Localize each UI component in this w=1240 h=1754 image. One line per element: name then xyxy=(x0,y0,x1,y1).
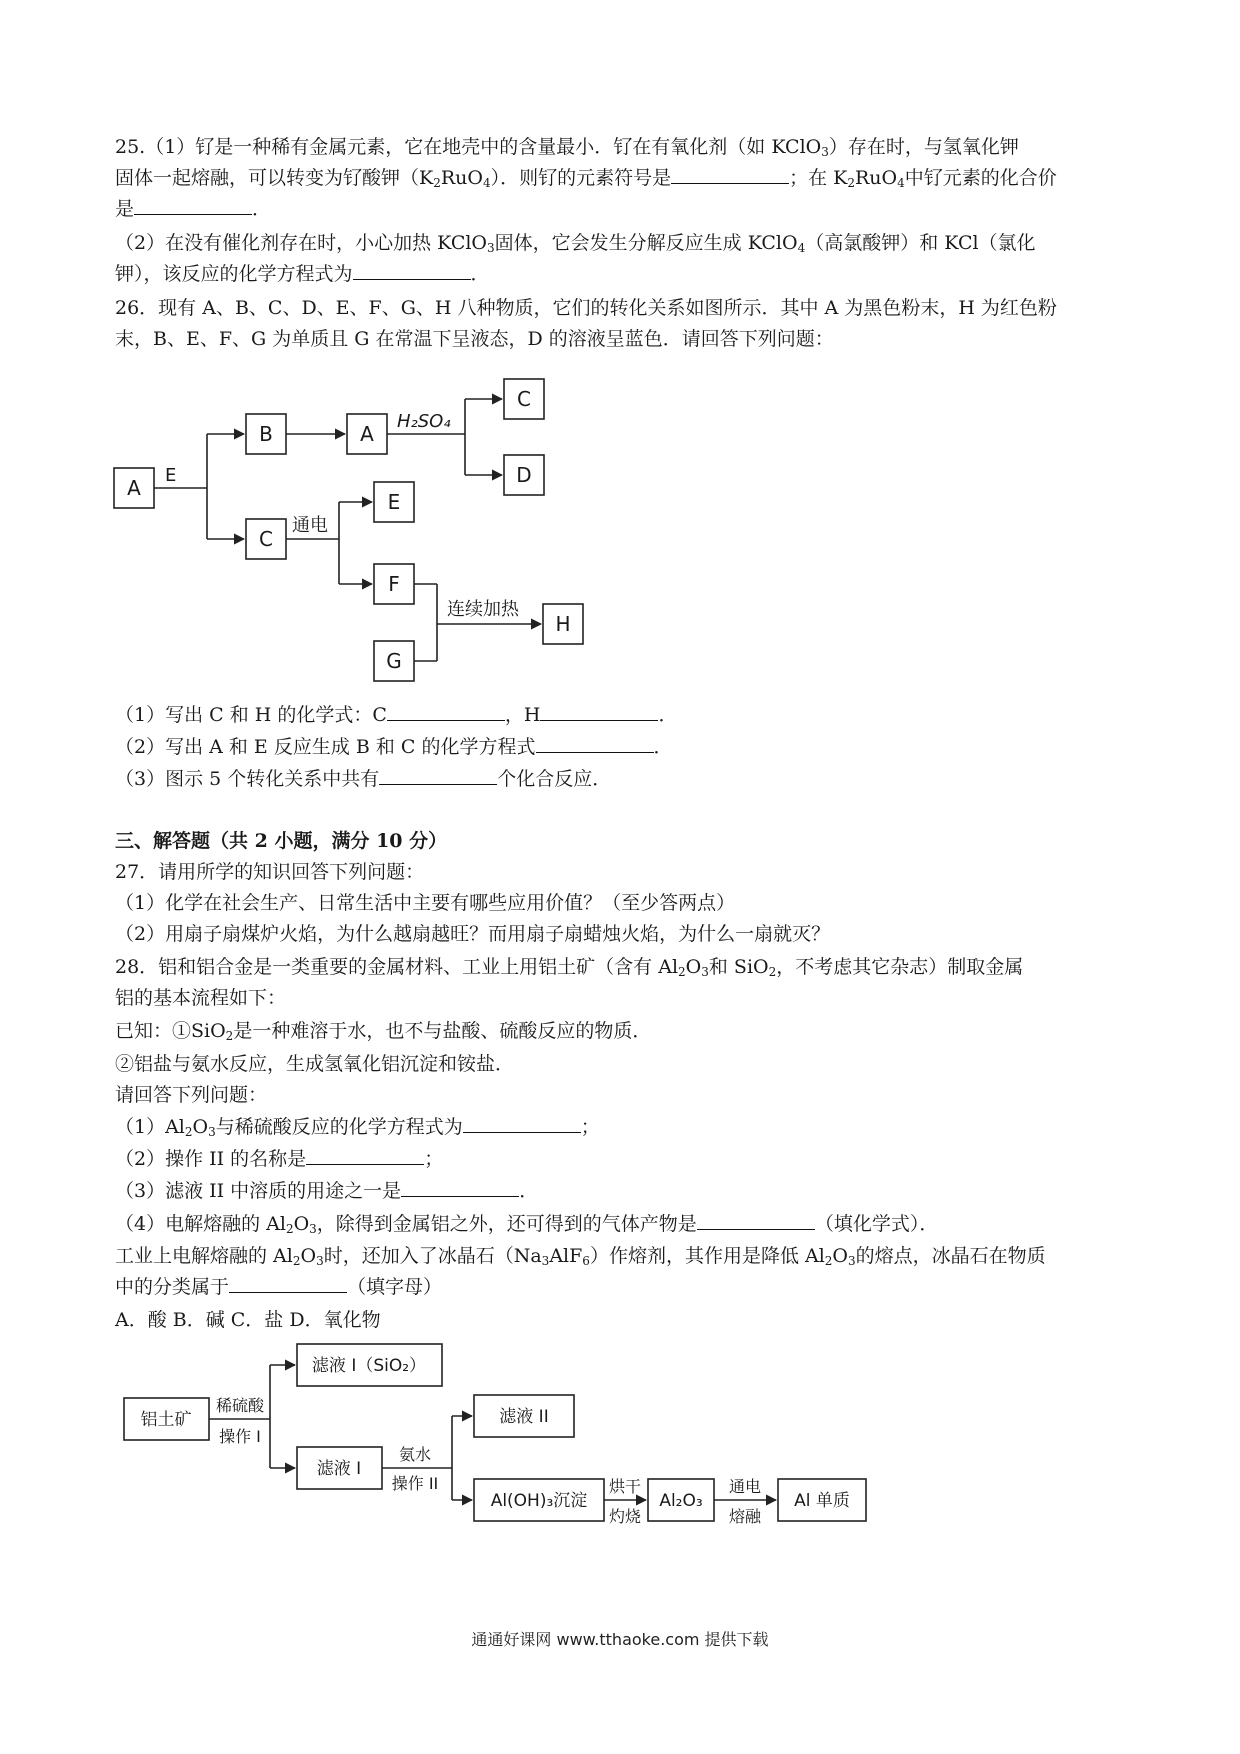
node-e: E xyxy=(387,490,401,514)
node-b: B xyxy=(259,422,273,446)
label-electrolysis: 通电 xyxy=(292,515,328,536)
q28-line1: 28．铝和铝合金是一类重要的金属材料、工业上用铝土矿（含有 $Al_2O_3$和 SiO$_2$，不考虑其它杂志）制取金属 xyxy=(115,956,1024,979)
label-dry: 烘干 xyxy=(608,1477,642,1496)
q28-known1: 已知：①SiO$_2$是一种难溶于水，也不与盐酸、硫酸反应的物质． xyxy=(115,1020,652,1043)
q28-sub1: $(1)Al_2O_3$与稀硫酸反应的化学方程式为 ； xyxy=(115,1112,600,1142)
node-d: D xyxy=(516,463,532,487)
q28-sub4: （4）电解熔融的 $Al_2O_3$，除得到金属铝之外，还可得到的气体产物是 （填化学式）． xyxy=(115,1209,938,1239)
q28-ask: 请回答下列问题： xyxy=(115,1084,268,1106)
q27-line1: 27．请用所学的知识回答下列问题： xyxy=(115,861,425,883)
node-a-second: A xyxy=(360,422,374,446)
ore-box: 铝土矿 xyxy=(140,1410,192,1430)
q27-line2: （1）化学在社会生产、日常生活中主要有哪些应用价值？（至少答两点） xyxy=(115,892,736,914)
q25-line4: （2）在没有催化剂存在时，小心加热 KClO$_3$固体，它会发生分解反应生成 KClO$_4$（高氯酸钾）和 KCl（氯化 xyxy=(115,232,1036,255)
label-dilute-acid: 稀硫酸 xyxy=(215,1396,265,1415)
label-ammonia: 氨水 xyxy=(398,1445,432,1464)
label-operation2: 操作 II xyxy=(391,1474,439,1493)
label-melt: 熔融 xyxy=(728,1507,762,1526)
q28-known2: ②铝盐与氨水反应，生成氢氧化铝沉淀和铵盐． xyxy=(115,1053,515,1075)
q28-para2: 中的分类属于 （填字母） xyxy=(115,1272,442,1302)
node-c: C xyxy=(259,527,273,551)
q25-line1: 25.（1）钌是一种稀有金属元素，它在地壳中的含量最小．钌在有氧化剂（如 KClO$_3$）存在时，与氢氧化钾 xyxy=(115,136,1019,159)
q25-line3: 是 ． xyxy=(115,194,271,224)
q26-line1: 26．现有 A、B、C、D、E、F、G、H 八种物质，它们的转化关系如图所示．其中 A 为黑色粉末，H 为红色粉 xyxy=(115,297,1057,319)
q27-line3: （2）用扇子扇煤炉火焰，为什么越扇越旺？而用扇子扇蜡烛火焰，为什么一扇就灭？ xyxy=(115,923,831,945)
node-c-top: C xyxy=(517,387,531,411)
al2o3-box: Al₂O₃ xyxy=(659,1491,703,1511)
label-operation1: 操作 I xyxy=(219,1427,261,1446)
q26-sub3: （3）图示 5 个转化关系中共有 个化合反应． xyxy=(115,764,611,794)
precipitate-box: Al(OH)₃沉淀 xyxy=(490,1491,588,1511)
q26-line2: 末，B、E、F、G 为单质且 G 在常温下呈液态，D 的溶液呈蓝色．请回答下列问题： xyxy=(115,328,834,350)
node-g: G xyxy=(386,649,402,673)
aluminum-box: Al 单质 xyxy=(794,1491,850,1511)
q28-options: A．酸 B．碱 C．盐 D．氧化物 xyxy=(115,1309,381,1331)
q28-sub3: （3）滤液 II 中溶质的用途之一是 ． xyxy=(115,1176,538,1206)
q25-line2: 固体一起熔融，可以转变为钌酸钾$(K_2RuO_4)$．则钌的元素符号是 ；在 $K_2RuO_4$中钌元素的化合价 xyxy=(115,163,1057,193)
label-power: 通电 xyxy=(728,1477,762,1496)
q26-sub1: （1）写出 C 和 H 的化学式：C ，H ． xyxy=(115,700,678,730)
label-e: E xyxy=(165,465,177,486)
node-f: F xyxy=(388,572,400,596)
q28-para1: 工业上电解熔融的 $Al_2O_3$时，还加入了冰晶石$(Na_3AlF_6)$作熔剂，其作用是降低 $Al_2O_3$的熔点，冰晶石在物质 xyxy=(115,1245,1046,1268)
label-h2so4: H₂SO₄ xyxy=(397,411,451,432)
filtrate2-box: 滤液 II xyxy=(499,1407,549,1427)
footer-source: 通通好课网 www.tthaoke.com 提供下载 xyxy=(471,1630,769,1649)
label-burn: 灼烧 xyxy=(608,1507,642,1526)
node-a: A xyxy=(127,476,141,500)
q25-line5: 钾），该反应的化学方程式为 ． xyxy=(115,259,490,289)
filtrate1-sio2-box: 滤液 I（SiO₂） xyxy=(311,1356,427,1376)
filtrate1-box: 滤液 I xyxy=(316,1459,362,1479)
q26-sub2: （2）写出 A 和 E 反应生成 B 和 C 的化学方程式 ． xyxy=(115,732,673,762)
label-continuous-heat: 连续加热 xyxy=(447,599,519,620)
q28-sub2: （2）操作 II 的名称是 ； xyxy=(115,1144,443,1174)
q28-line2: 铝的基本流程如下： xyxy=(115,987,287,1009)
node-h: H xyxy=(555,612,571,636)
section-heading: 三、解答题（共 2 小题，满分 10 分） xyxy=(115,830,448,852)
